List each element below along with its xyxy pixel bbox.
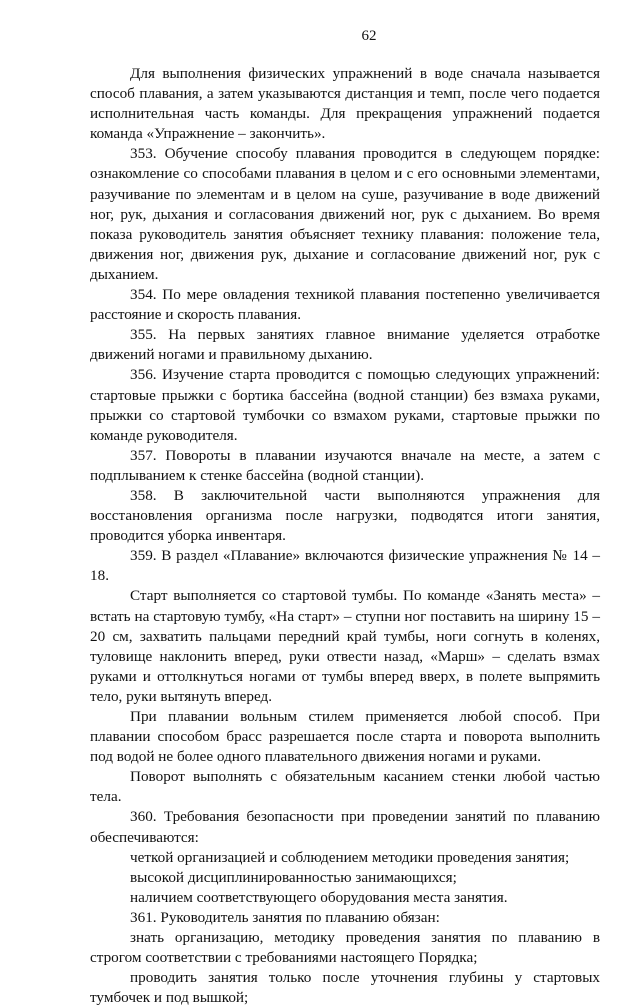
paragraph-353: 353. Обучение способу плавания проводится в следующем порядке: ознакомление со способами плавания в целом и с его основными элементами, разучивание по элементам и в целом на суше, разучивание в воде движений ног, рук, дыхания и согласования движений ног, рук с дыханием. Во время показа руководитель занятия объясняет технику плавания: положение тела, движения ног, движения рук, дыхание и согласование движений ног, рук с дыханием.	[90, 145, 600, 283]
paragraph-356: 356. Изучение старта проводится с помощью следующих упражнений: стартовые прыжки с бортика бассейна (водной станции) без взмаха руками, прыжки со стартовой тумбочки со взмахом руками, стартовые прыжки по команде руководителя.	[90, 366, 600, 444]
paragraph-freestyle: При плавании вольным стилем применяется любой способ. При плавании способом брасс разрешается после старта и поворота выполнить под водой не более одного плавательного движения ногами и руками.	[90, 708, 600, 766]
paragraph-359: 359. В раздел «Плавание» включаются физические упражнения № 14 – 18.	[90, 547, 600, 585]
list-item-check-depth: проводить занятия только после уточнения глубины у стартовых тумбочек и под вышкой;	[90, 969, 600, 1007]
paragraph-357: 357. Повороты в плавании изучаются вначале на месте, а затем с подплыванием к стенке бассейна (водной станции).	[90, 446, 600, 484]
paragraph-turn: Поворот выполнять с обязательным касанием стенки любой частью тела.	[90, 768, 600, 806]
paragraph-354: 354. По мере овладения техникой плавания постепенно увеличивается расстояние и скорость плавания.	[90, 286, 600, 324]
paragraph-361: 361. Руководитель занятия по плаванию обязан:	[130, 908, 440, 926]
list-item-know-methodology: знать организацию, методику проведения занятия по плаванию в строгом соответствии с требованиями настоящего Порядка;	[90, 929, 600, 967]
list-item-discipline: высокой дисциплинированностью занимающихся;	[130, 868, 457, 886]
paragraph-command-intro: Для выполнения физических упражнений в воде сначала называется способ плавания, а затем указываются дистанция и темп, после чего подается исполнительная часть команды. Для прекращения упражнений подается команда «Упражнение – закончить».	[90, 65, 600, 143]
paragraph-358: 358. В заключительной части выполняются упражнения для восстановления организма после нагрузки, подводятся итоги занятия, проводится уборка инвентаря.	[90, 486, 600, 545]
paragraph-start: Старт выполняется со стартовой тумбы. По команде «Занять места» – встать на стартовую тумбу, «На старт» – ступни ног поставить на ширину 15 – 20 см, захватить пальцами передний край тумбы, ноги согнуть в коленях, туловище наклонить вперед, руки отвести назад, «Марш» – сделать взмах руками и оттолкнуться ногами от тумбы вперед вверх, в полете выпрямить тело, руки вытянуть вперед.	[90, 587, 600, 705]
list-item-equipment: наличием соответствующего оборудования места занятия.	[130, 888, 508, 906]
paragraph-355: 355. На первых занятиях главное внимание уделяется отработке движений ногами и правильному дыханию.	[90, 326, 600, 364]
paragraph-360: 360. Требования безопасности при проведении занятий по плаванию обеспечиваются:	[90, 808, 600, 846]
page-number: 62	[361, 28, 377, 44]
list-item-organization: четкой организацией и соблюдением методики проведения занятия;	[130, 848, 570, 866]
